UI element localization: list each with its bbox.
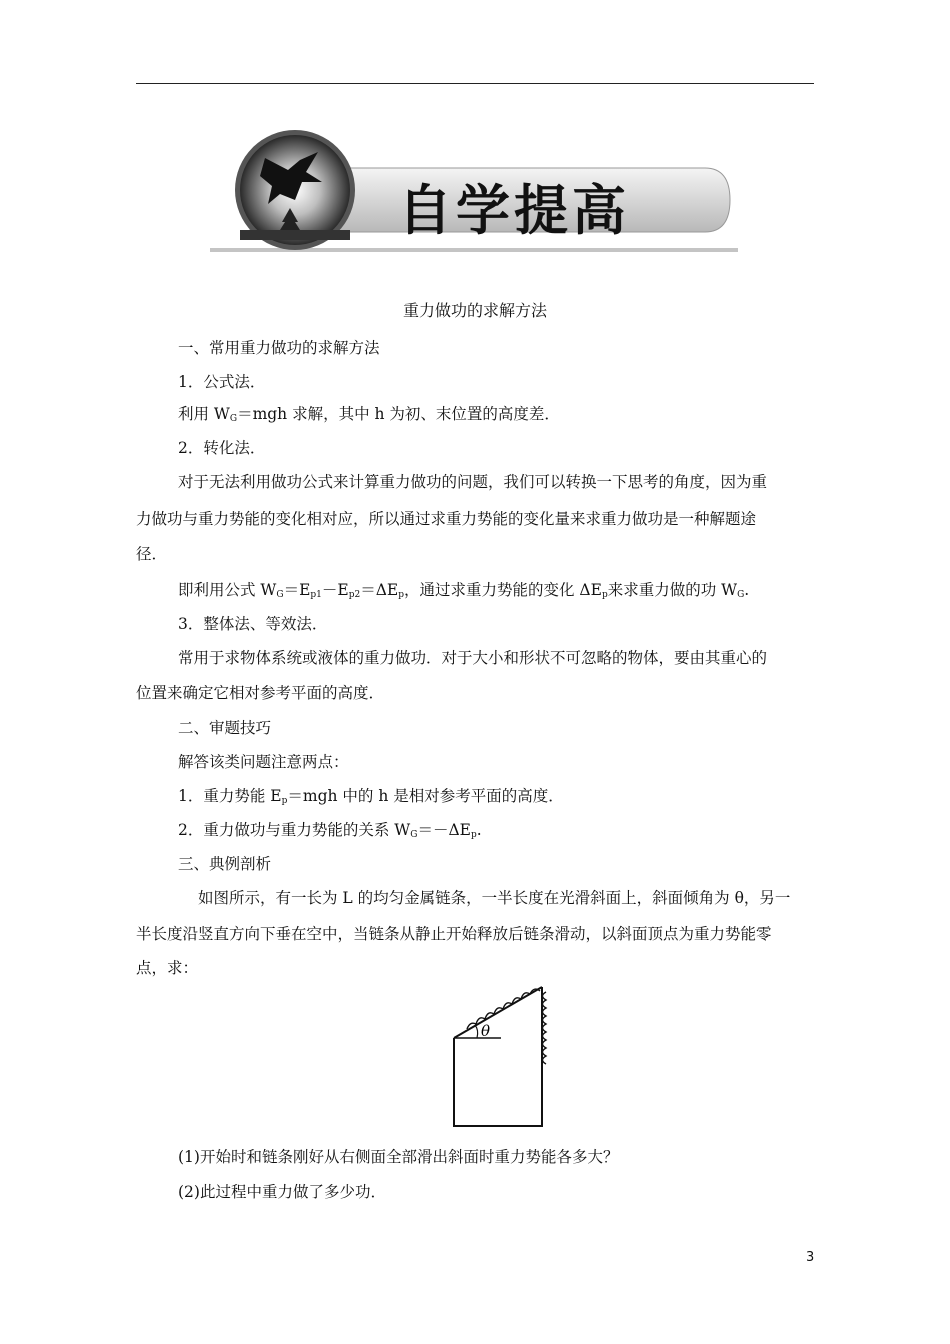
banner-title: 自学提高 <box>398 178 630 242</box>
list-item: 1．重力势能 $E_p=mgh$ 中的 h 是相对参考平面的高度． <box>178 787 564 806</box>
section-banner <box>210 130 740 258</box>
paragraph-line: 对于无法利用做功公式来计算重力做功的问题，我们可以转换一下思考的角度，因为重 <box>178 473 768 491</box>
page-title: 重力做功的求解方法 <box>402 301 547 320</box>
question-1: (1)开始时和链条刚好从右侧面全部滑出斜面时重力势能各多大？ <box>178 1148 619 1166</box>
subsection-heading: 1．公式法． <box>178 373 266 391</box>
header-rule <box>136 83 814 84</box>
section-heading: 一、常用重力做功的求解方法 <box>178 339 380 357</box>
paragraph-line: 点，求： <box>136 959 199 977</box>
page-number: 3 <box>806 1250 815 1265</box>
list-item: 2．重力做功与重力势能的关系 $W_G=-\Delta E_p$. <box>178 821 482 840</box>
section-heading: 三、典例剖析 <box>178 855 272 873</box>
paragraph: 解答该类问题注意两点： <box>178 753 349 771</box>
paragraph: 即利用公式 $W_G=E_{p1}-E_{p2}=\Delta E_p$，通过求重力势能的变化 $\Delta E_p$来求重力做的功 $W_G$. <box>178 581 750 600</box>
paragraph: 利用 $W_G=mgh$ 求解，其中 h 为初、末位置的高度差． <box>178 405 560 424</box>
question-2: (2)此过程中重力做了多少功． <box>178 1183 386 1201</box>
paragraph-line: 半长度沿竖直方向下垂在空中，当链条从静止开始释放后链条滑动，以斜面顶点为重力势能零 <box>136 925 772 943</box>
incline-chain-figure <box>445 980 557 1130</box>
subsection-heading: 2．转化法． <box>178 439 266 457</box>
paragraph-line: 位置来确定它相对参考平面的高度． <box>136 684 385 702</box>
section-heading: 二、审题技巧 <box>178 719 272 737</box>
angle-label: θ <box>481 1022 491 1040</box>
paragraph-line: 常用于求物体系统或液体的重力做功．对于大小和形状不可忽略的物体，要由其重心的 <box>178 649 768 667</box>
paragraph-line: 力做功与重力势能的变化相对应，所以通过求重力势能的变化量来求重力做功是一种解题途 <box>136 510 757 528</box>
paragraph-line: 如图所示，有一长为 L 的均匀金属链条，一半长度在光滑斜面上，斜面倾角为 θ，另一 <box>198 889 791 907</box>
paragraph-line: 径． <box>136 545 168 563</box>
subsection-heading: 3．整体法、等效法． <box>178 615 328 633</box>
